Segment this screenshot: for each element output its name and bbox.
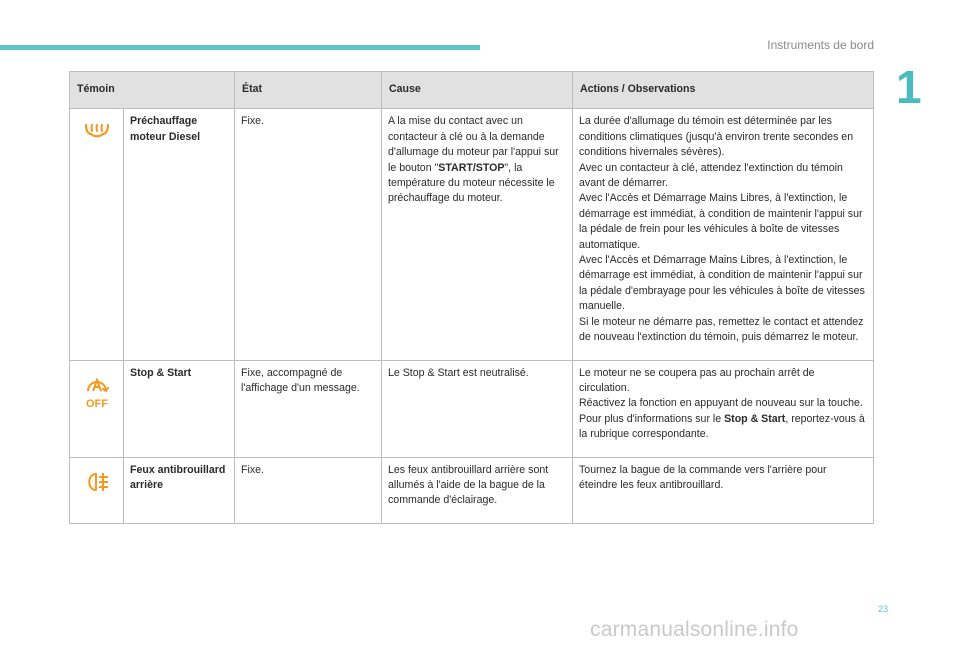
stop-start-off-icon — [82, 374, 112, 415]
light-actions — [573, 360, 874, 457]
table-row — [70, 360, 874, 457]
header-temoin: Témoin — [70, 72, 235, 109]
light-name: Stop & Start — [124, 360, 235, 457]
icon-cell — [70, 457, 124, 523]
light-actions: Tournez la bague de la commande vers l'arrière pour éteindre les feux antibrouillard. — [573, 457, 874, 523]
light-cause: Les feux antibrouillard arrière sont allumés à l'aide de la bague de la commande d'éclairage. — [382, 457, 573, 523]
light-name: Feux antibrouillard arrière — [124, 457, 235, 523]
light-actions — [573, 109, 874, 360]
watermark: carmanualsonline.info — [590, 618, 799, 641]
light-state: Fixe, accompagné de l'affichage d'un message. — [235, 360, 382, 457]
header-cause: Cause — [382, 72, 573, 109]
rear-fog-lamp-icon — [82, 471, 112, 498]
light-name: Préchauffage moteur Diesel — [124, 109, 235, 360]
action-line: Le moteur ne se coupera pas au prochain arrêt de circulation. — [579, 366, 815, 394]
light-state: Fixe. — [235, 457, 382, 523]
action-line: Si le moteur ne démarre pas, remettez le contact et attendez de nouveau l'extinction du témoin, puis démarrez le moteur. — [579, 315, 864, 344]
icon-cell — [70, 360, 124, 457]
action-line: La durée d'allumage du témoin est déterminée par les conditions climatiques (jusqu'à environ trente secondes en conditions hivernales sévères). — [579, 115, 854, 159]
action-line: Pour plus d'informations sur le Stop & Start, reportez-vous à la rubrique correspondante. — [579, 412, 865, 441]
icon-cell — [70, 109, 124, 360]
header-etat: État — [235, 72, 382, 109]
warning-lights-table — [69, 71, 874, 524]
table-header-row — [70, 72, 874, 109]
action-line: Avec un contacteur à clé, attendez l'extinction du témoin avant de démarrer. — [579, 161, 843, 190]
chapter-number: 1 — [896, 61, 922, 113]
off-icon-label: OFF — [85, 397, 108, 410]
table-row — [70, 457, 874, 523]
action-line: Avec l'Accès et Démarrage Mains Libres, à l'extinction, le démarrage est immédiat, à condition de maintenir l'appui sur la pédale de frein pour les véhicules à boîte de vitesses automatique. — [579, 192, 863, 251]
light-state: Fixe. — [235, 109, 382, 360]
action-line: Réactivez la fonction en appuyant de nouveau sur la touche. — [579, 397, 863, 410]
light-cause: A la mise du contact avec un contacteur à clé ou à la demande d'allumage du moteur par l'appui sur le bouton "START/STOP", la température du moteur nécessite le préchauffage du moteur. — [382, 109, 573, 360]
header-accent-bar — [0, 45, 480, 50]
table-row — [70, 109, 874, 360]
section-title: Instruments de bord — [767, 38, 874, 52]
page-number: 23 — [878, 604, 889, 614]
light-cause: Le Stop & Start est neutralisé. — [382, 360, 573, 457]
glow-plug-icon — [83, 122, 111, 145]
header-actions: Actions / Observations — [573, 72, 874, 109]
action-line: Avec l'Accès et Démarrage Mains Libres, à l'extinction, le démarrage est immédiat, à condition de maintenir l'appui sur la pédale d'embrayage pour les véhicules à boîte de vitesses manuelle. — [579, 254, 865, 313]
